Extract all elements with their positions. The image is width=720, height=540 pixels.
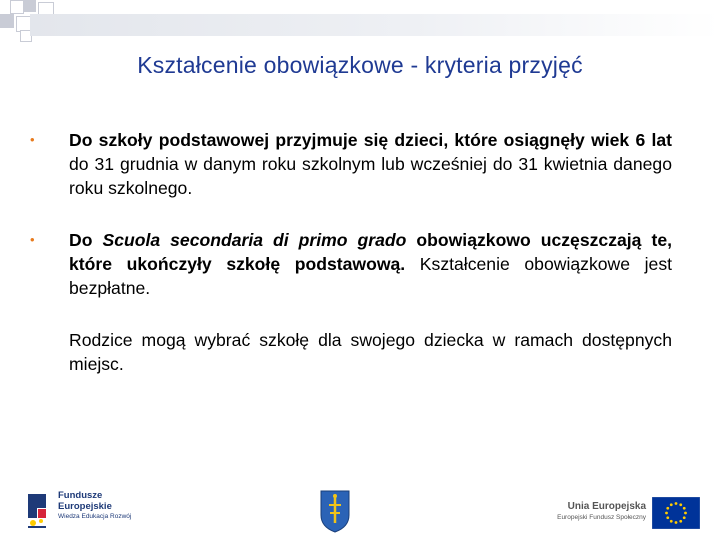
header-bar [30,14,720,36]
eu-star [675,502,678,505]
eu-star [666,516,669,519]
paragraph-2 [30,228,672,300]
eu-text [536,501,646,522]
eu-fund-name: Europejski Fundusz Społeczny [557,514,646,521]
eu-star [666,507,669,510]
eu-star [679,520,682,523]
eu-star [665,512,668,515]
bullet-icon: • [30,132,35,147]
paragraph-3: Rodzice mogą wybrać szkołę dla swojego dziecka w ramach dostępnych miejsc. [69,330,672,374]
eu-name: Unia Europejska [567,501,646,512]
slide-title: Kształcenie obowiązkowe - kryteria przyjęć [137,52,583,78]
eu-star [679,503,682,506]
eu-star [670,503,673,506]
paragraph-2-bold-start: Do [69,230,103,250]
decor-square [24,0,36,12]
eu-star [675,521,678,524]
slide-content [30,128,672,376]
eu-star [684,512,687,515]
fe-name-line1: Fundusze [58,490,103,501]
coat-of-arms-icon [318,489,352,533]
paragraph-2-rest: Kształcenie obowiązkowe jest bezpłatne. [69,254,673,298]
decor-square [10,0,24,14]
paragraph-2-italic: Scuola secondaria di primo grado [102,230,407,250]
paragraph-1-rest: do 31 grudnia w danym roku szkolnym lub wcześniej do 31 kwietnia danego roku szkolnego. [69,154,672,198]
eu-flag-icon [652,497,700,529]
bullet-icon: • [30,232,35,247]
decor-square [0,14,14,28]
eu-star [683,516,686,519]
fe-logo [24,488,154,532]
eu-star [670,520,673,523]
footer [0,485,720,535]
eu-star [683,507,686,510]
paragraph-1 [30,128,672,200]
paragraph-1-bold: Do szkoły podstawowej przyjmuje się dzieci, które osiągnęły wiek 6 lat [69,130,672,150]
fundusze-europejskie-logo-icon [24,490,52,530]
paragraph-2-bold-end: obowiązkowo uczęszczają te, które ukończyły szkołę podstawową. [69,230,672,274]
fe-program-name: Wiedza Edukacja Rozwój [58,513,132,520]
fe-name-line2: Europejskie [58,501,112,512]
